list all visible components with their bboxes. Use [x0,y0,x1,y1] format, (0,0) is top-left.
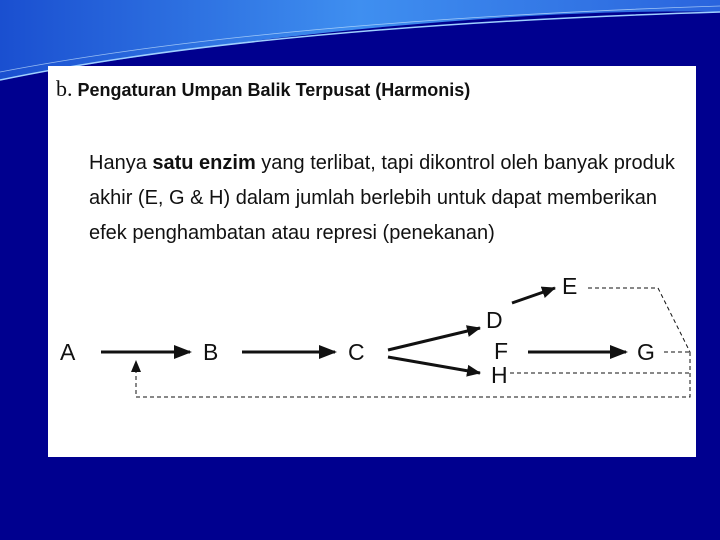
arrow-d-e [512,288,555,303]
feedback-arrowhead [131,360,141,372]
node-c: C [348,339,365,365]
content-card [48,66,696,457]
feedback-return-line [136,352,690,397]
node-g: G [637,339,655,365]
paragraph-part-2: yang terlibat, tapi dikontrol oleh banyak produk akhir (E, G & H) dalam jumlah berlebih untuk dapat memberikan efek penghambatan atau represi (penekanan) [89,152,675,244]
node-f: F [494,338,509,364]
feedback-diagram [48,66,696,457]
paragraph-bold: satu enzim [152,152,256,174]
arrow-c-d [388,328,480,350]
title-text: Pengaturan Umpan Balik Terpusat (Harmonis) [77,80,471,100]
node-a: A [60,339,76,365]
node-e: E [562,273,578,299]
arrow-c-h [388,357,480,373]
title-letter: b. [56,76,73,101]
node-h: H [491,362,508,388]
node-d: D [486,307,503,333]
paragraph-part-1: Hanya [89,152,153,174]
node-b: B [203,339,219,365]
